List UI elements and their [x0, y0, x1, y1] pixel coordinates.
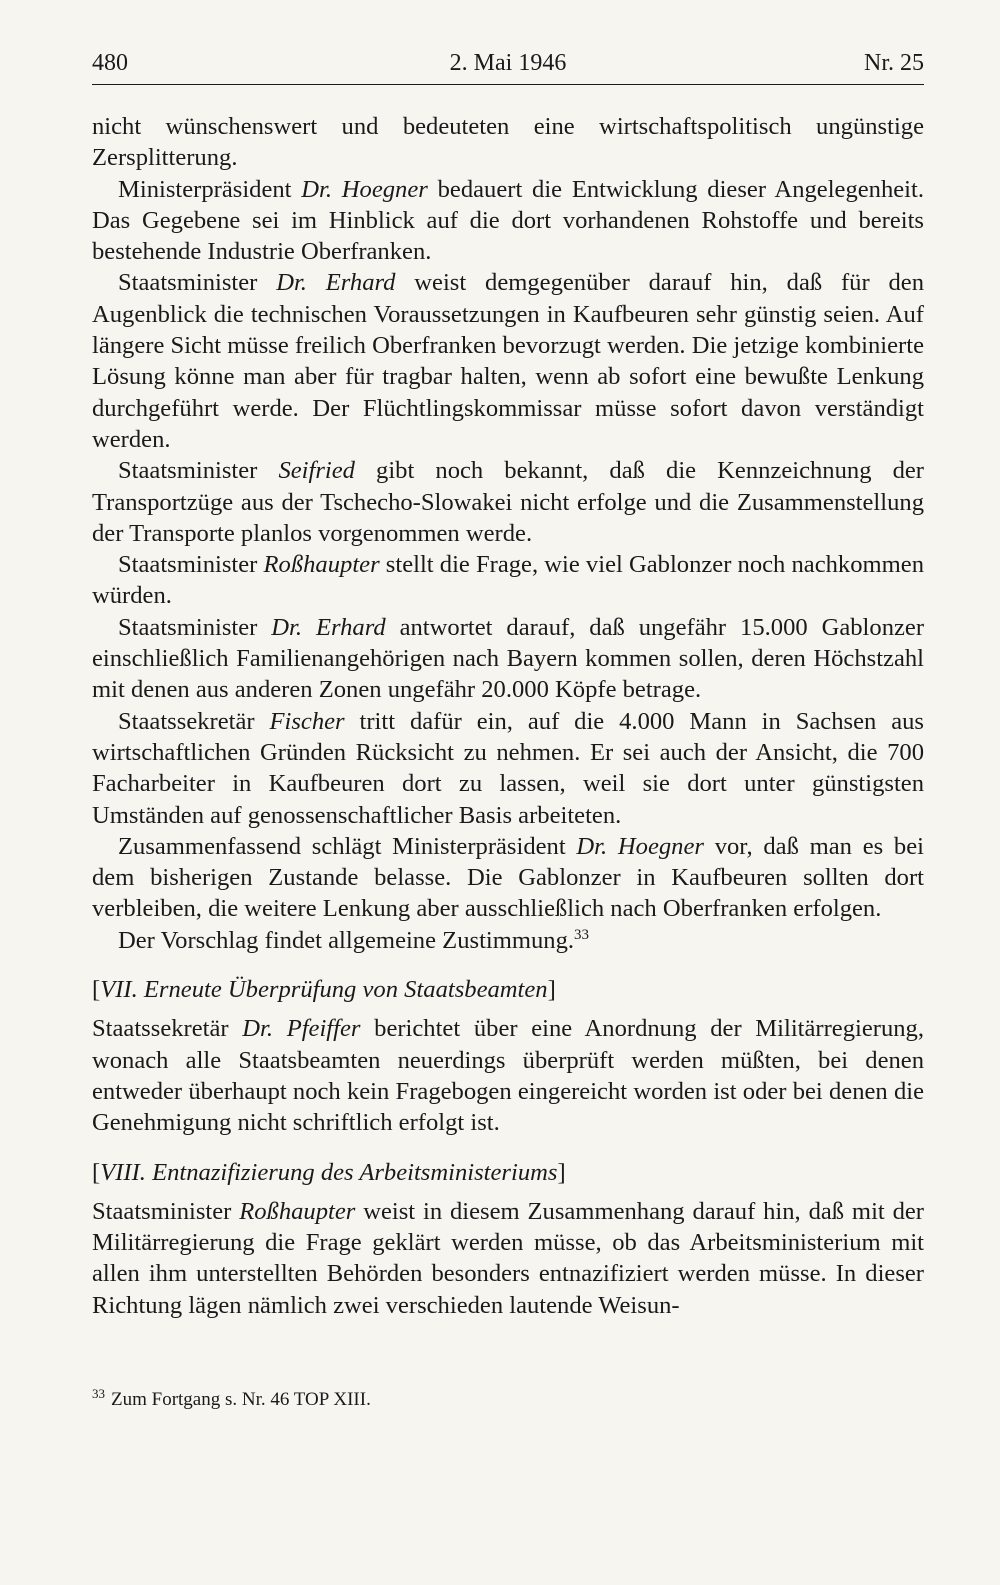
person-name: Roßhaupter	[239, 1197, 356, 1225]
paragraph-text: Staatsminister	[118, 613, 272, 641]
bracket-close: ]	[547, 976, 556, 1004]
paragraph	[92, 706, 924, 831]
paragraph-text: tritt dafür ein, auf die 4.000 Mann in Sachsen aus wirtschaftlichen Gründen Rücksicht zu nehmen. Er sei auch der Ansicht, die 700 Facharbeiter in Kaufbeuren dort zu lassen, weil sie dort unter günstigsten Umständen auf genossenschaftlicher Basis arbeiteten.	[92, 707, 924, 829]
person-name: Roßhaupter	[263, 551, 380, 579]
paragraph-text: Ministerpräsident	[118, 175, 302, 203]
paragraph-text: vor, daß man es bei dem bisherigen Zustande belasse. Die Gablonzer in Kaufbeuren sollten dort verbleiben, die weitere Lenkung aber ausschließlich nach Oberfranken erfolgen.	[92, 832, 924, 923]
paragraph-text: bedauert die Entwicklung dieser Angelegenheit. Das Gegebene sei im Hinblick auf die dort vorhandenen Rohstoffe und bereits bestehende Industrie Oberfranken.	[92, 175, 924, 266]
person-name: Dr. Erhard	[276, 269, 396, 297]
running-head	[92, 48, 924, 84]
paragraph-text: Staatsminister	[118, 269, 277, 297]
section-title: VII. Erneute Überprüfung von Staatsbeamten	[100, 976, 548, 1004]
bracket-open: [	[92, 976, 101, 1004]
person-name: Dr. Pfeiffer	[242, 1015, 361, 1043]
paragraph	[92, 1013, 924, 1138]
page	[92, 48, 924, 1321]
section-heading	[92, 974, 924, 1005]
paragraph-text: Staatssekretär	[118, 707, 270, 735]
paragraph-text: weist in diesem Zusammenhang darauf hin, daß mit der Militärregierung die Frage geklärt werden müsse, ob das Arbeitsministerium mit allen ihm unterstellten Behörden besonders entnazifiziert werden müsse. In dieser Richtung lägen nämlich zwei verschieden lautende Weisun-	[92, 1197, 924, 1319]
person-name: Dr. Hoegner	[576, 832, 704, 860]
person-name: Dr. Erhard	[271, 613, 386, 641]
footnote-number: 33	[92, 1385, 105, 1401]
paragraph-text: gibt noch bekannt, daß die Kennzeichnung der Transportzüge aus der Tschecho-Slowakei nicht erfolge und die Zusammenstellung der Transporte planlos vorgenommen werde.	[92, 457, 924, 547]
paragraph-text: berichtet über eine Anordnung der Militärregierung, wonach alle Staatsbeamten neuerdings überprüft werden müßten, bei denen entweder überhaupt noch kein Fragebogen eingereicht worden ist oder bei denen die Genehmigung nicht schriftlich erfolgt ist.	[92, 1015, 924, 1137]
bracket-close: ]	[557, 1158, 566, 1186]
bracket-open: [	[92, 1158, 101, 1186]
paragraph-text: Staatsminister	[118, 551, 264, 579]
paragraph-text: Staatsminister	[92, 1197, 240, 1225]
header-rule	[92, 84, 924, 85]
footnote-reference: 33	[574, 926, 590, 943]
paragraph	[92, 174, 924, 268]
paragraph	[92, 1196, 924, 1321]
page-number: 480	[92, 50, 128, 76]
issue-number: Nr. 25	[864, 50, 924, 76]
paragraph	[92, 111, 924, 174]
paragraph	[92, 831, 924, 925]
paragraph-text: Staatssekretär	[92, 1015, 243, 1043]
person-name: Fischer	[269, 707, 345, 735]
paragraph-text: Zusammenfassend schlägt Ministerpräsident	[118, 832, 577, 860]
paragraph-text: nicht wünschenswert und bedeuteten eine wirtschaftspolitisch ungünstige Zersplitterung.	[92, 113, 924, 172]
footnote	[92, 1387, 371, 1413]
section-heading	[92, 1157, 924, 1188]
paragraph	[92, 549, 924, 612]
footnote-text: Zum Fortgang s. Nr. 46 TOP XIII.	[111, 1389, 371, 1410]
paragraph-text: stellt die Frage, wie viel Gablonzer noch nachkommen würden.	[92, 551, 925, 610]
person-name: Dr. Hoegner	[301, 175, 428, 203]
paragraph	[92, 925, 924, 956]
paragraph	[92, 455, 924, 549]
paragraph	[92, 612, 924, 706]
paragraph-text: Staatsminister	[118, 457, 279, 485]
paragraph-text: weist demgegenüber darauf hin, daß für den Augenblick die technischen Voraussetzungen in Kaufbeuren sehr günstig seien. Auf längere Sicht müsse freilich Oberfranken bevorzugt werden. Die jetzige kombinierte Lösung könne man aber für tragbar halten, wenn ab sofort eine bewußte Lenkung durchgeführt werde. Der Flüchtlingskommissar müsse sofort davon verständigt werden.	[92, 269, 925, 453]
paragraph-text: Der Vorschlag findet allgemeine Zustimmung.	[118, 926, 575, 954]
person-name: Seifried	[278, 457, 355, 485]
section-title: VIII. Entnazifizierung des Arbeitsministeriums	[100, 1158, 558, 1186]
header-date: 2. Mai 1946	[449, 50, 567, 76]
body-text	[92, 111, 924, 1321]
paragraph	[92, 267, 924, 455]
paragraph-text: antwortet darauf, daß ungefähr 15.000 Gablonzer einschließlich Familienangehörigen nach Bayern kommen sollen, deren Höchstzahl mit denen aus anderen Zonen ungefähr 20.000 Köpfe betrage.	[92, 613, 925, 704]
